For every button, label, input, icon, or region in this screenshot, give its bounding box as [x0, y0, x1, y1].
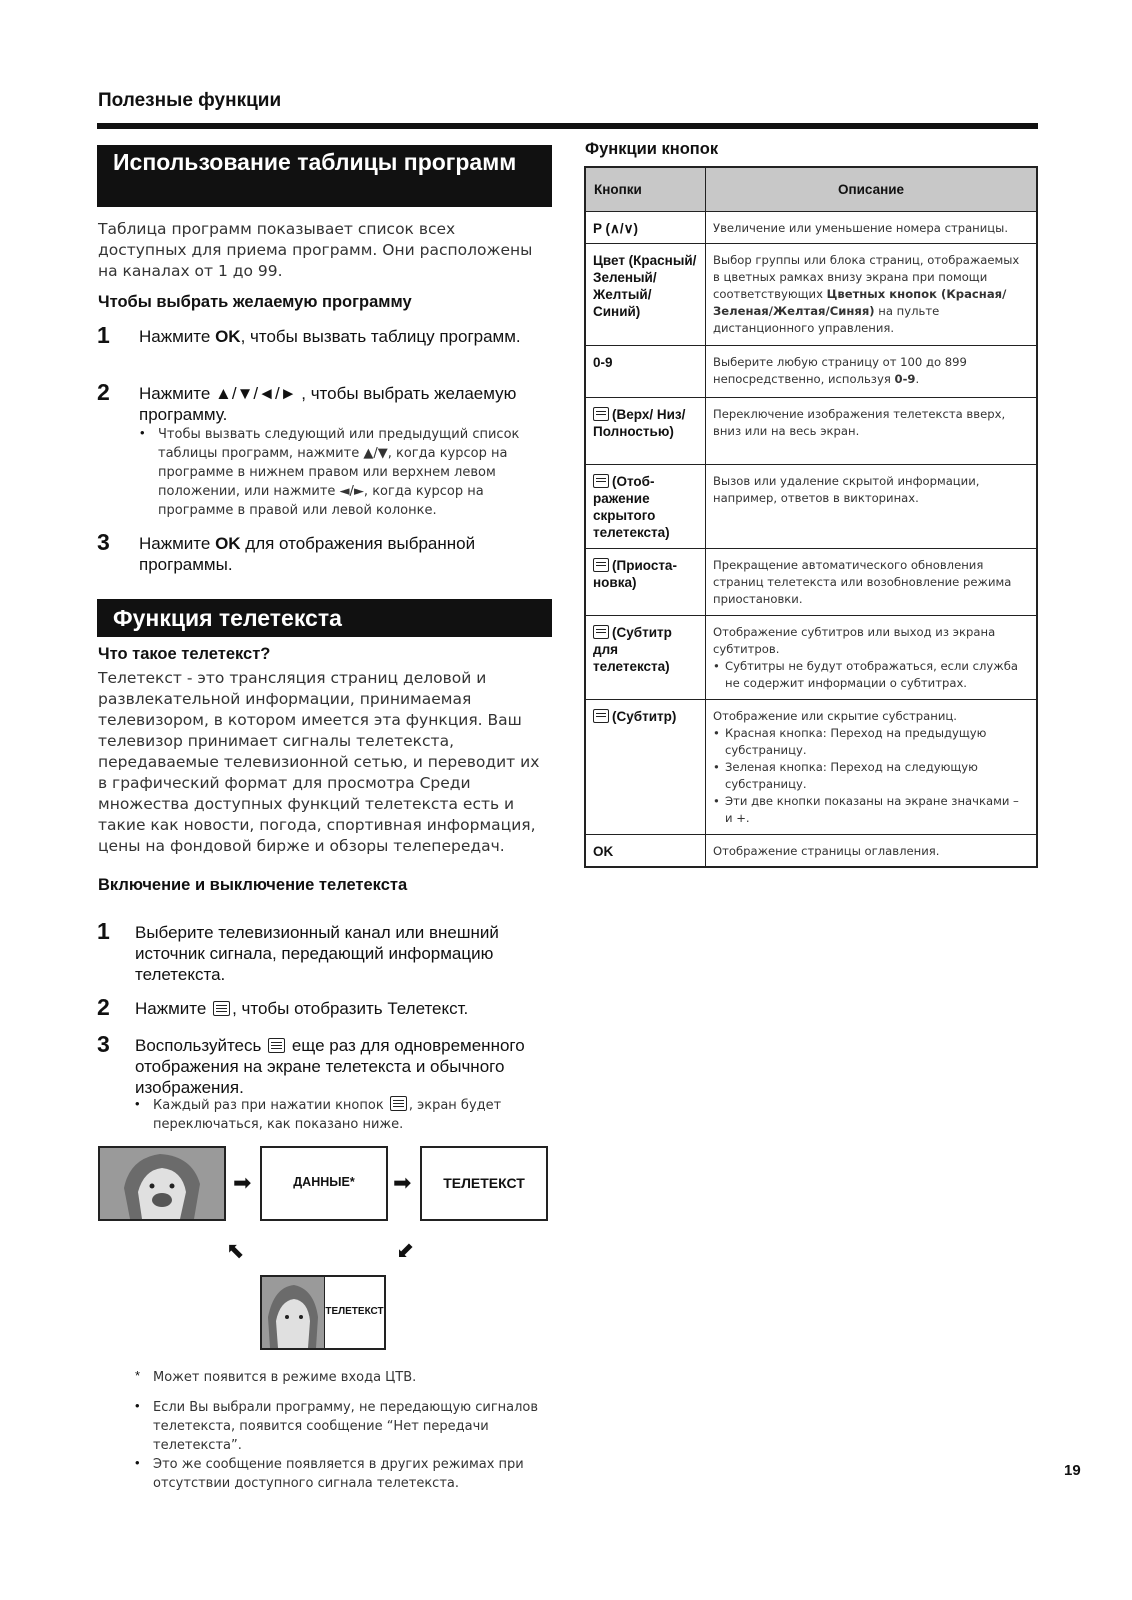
arrow-right-icon: ➡: [393, 1170, 412, 1195]
teletext-screen: ТЕЛЕТЕКСТ: [420, 1146, 548, 1221]
table-row: 0-9 Выберите любую страницу от 100 до 899 непосредственно, используя 0-9.: [585, 346, 1037, 398]
table-header-row: [585, 167, 1037, 212]
reveal-icon: [593, 474, 609, 488]
table-row: (Отоб- ражение скрытого телетекста) Вызов или удаление скрытой информации, например, ответов в викторинах.: [585, 465, 1037, 549]
tv-picture-screen: [98, 1146, 226, 1221]
table-row: (Приоста- новка) Прекращение автоматического обновления страниц телетекста или возобновление режима приостановки.: [585, 549, 1037, 616]
col-description-header: Описание: [706, 167, 1038, 212]
header-rule: [97, 123, 1038, 129]
table-row: P (∧/∨) Увеличение или уменьшение номера страницы.: [585, 212, 1037, 244]
button-functions-table: [584, 166, 1038, 868]
teletext-onoff-heading: Включение и выключение телетекста: [98, 876, 408, 894]
note-2: • Это же сообщение появляется в других режимах при отсутствии доступного сигнала телетекста.: [135, 1455, 524, 1491]
lion-image: [262, 1277, 324, 1348]
step3-note: • Каждый раз при нажатии кнопок , экран будет переключаться, как показано ниже.: [135, 1096, 502, 1132]
program-table-title: Использование таблицы программ: [97, 145, 552, 207]
table-row: (Верх/ Низ/ Полностью) Переключение изображения телетекста вверх, вниз или на весь экран.: [585, 398, 1037, 465]
program-step-2: 2 Нажмите ▲/▼/◄/► , чтобы выбрать желаемую программу.: [97, 379, 517, 424]
subtitle-icon: [593, 625, 609, 639]
teletext-title: Функция телетекста: [97, 599, 552, 637]
page-number: 19: [1064, 1462, 1081, 1479]
mixed-screen: ТЕЛЕТЕКСТ: [260, 1275, 386, 1350]
teletext-size-icon: [593, 407, 609, 421]
teletext-step-1: 1 Выберите телевизионный канал или внешний источник сигнала, передающий информацию телетекста.: [97, 918, 499, 984]
table-row: (Субтитр для телетекста) Отображение субтитров или выход из экрана субтитров. • Субтитры не будут отображаться, если служба не содержит информации о субтитрах.: [585, 616, 1037, 700]
teletext-step-3: 3 Воспользуйтесь еще раз для одновременного отображения на экране телетекста и обычного изображения.: [97, 1031, 525, 1097]
teletext-button-icon: [213, 1001, 230, 1016]
lion-image: [100, 1148, 224, 1219]
table-row: OK Отображение страницы оглавления.: [585, 835, 1037, 868]
table-row: Цвет (Красный/ Зеленый/ Желтый/ Синий) Выбор группы или блока страниц, отображаемых в цветных рамках внизу экрана при помощи соответствующих Цветных кнопок (Красная/ Зеленая/Желтая/Синяя) на пульте дистанционного управления.: [585, 244, 1037, 346]
hold-icon: [593, 558, 609, 572]
teletext-button-icon: [268, 1038, 285, 1053]
table-row: (Субтитр) Отображение или скрытие субстраниц. • Красная кнопка: Переход на предыдущую субстраницу. • Зеленая кнопка: Переход на следующую субстраницу. • Эти две кнопки показаны на экране значками – и +.: [585, 700, 1037, 835]
section-header: Полезные функции: [98, 90, 282, 111]
arrow-up-left-icon: ➡: [219, 1235, 251, 1267]
step-number: 1: [97, 322, 110, 348]
teletext-step-2: 2 Нажмите , чтобы отобразить Телетекст.: [97, 994, 469, 1020]
button-functions-title: Функции кнопок: [585, 140, 719, 158]
footnote: * Может появится в режиме входа ЦТВ.: [135, 1368, 417, 1385]
step-number: 3: [97, 529, 110, 555]
subpage-icon: [593, 709, 609, 723]
what-is-teletext-text: Телетекст - это трансляция страниц деловой и развлекательной информации, принимаемая телевизором, в котором имеется эта функция. Ваш телевизор принимает сигналы телетекста, передаваемые телевизионной сетью, и переводит их в графический формат для просмотра Среди множества доступных функций телетекста есть и такие как новости, погода, спортивная информация, цены на фондовой бирже и обзоры телепередач.: [98, 669, 540, 855]
select-program-heading: Чтобы выбрать желаемую программу: [98, 293, 412, 311]
program-step-1: 1 Нажмите OK, чтобы вызвать таблицу программ.: [97, 322, 521, 348]
program-table-intro: Таблица программ показывает список всех доступных для приема программ. Они расположены на каналах от 1 до 99.: [98, 220, 533, 280]
program-step-3: 3 Нажмите OK для отображения выбранной программы.: [97, 529, 476, 574]
teletext-button-icon: [390, 1096, 407, 1111]
col-buttons-header: Кнопки: [585, 167, 706, 212]
what-is-teletext-heading: Что такое телетекст?: [98, 645, 271, 663]
step2-note: • Чтобы вызвать следующий или предыдущий список таблицы программ, нажмите ▲/▼, когда курсор на программе в нижнем правом или верхнем левом положении, или нажмите ◄/►, когда курсор на программе в правой или левой колонке.: [140, 425, 520, 518]
step-number: 2: [97, 379, 110, 405]
data-screen: ДАННЫЕ*: [260, 1146, 388, 1221]
arrow-down-left-icon: ➡: [390, 1235, 421, 1267]
note-1: • Если Вы выбрали программу, не передающую сигналов телетекста, появится сообщение “Нет передачи телетекста”.: [135, 1398, 539, 1453]
arrow-right-icon: ➡: [233, 1170, 252, 1195]
